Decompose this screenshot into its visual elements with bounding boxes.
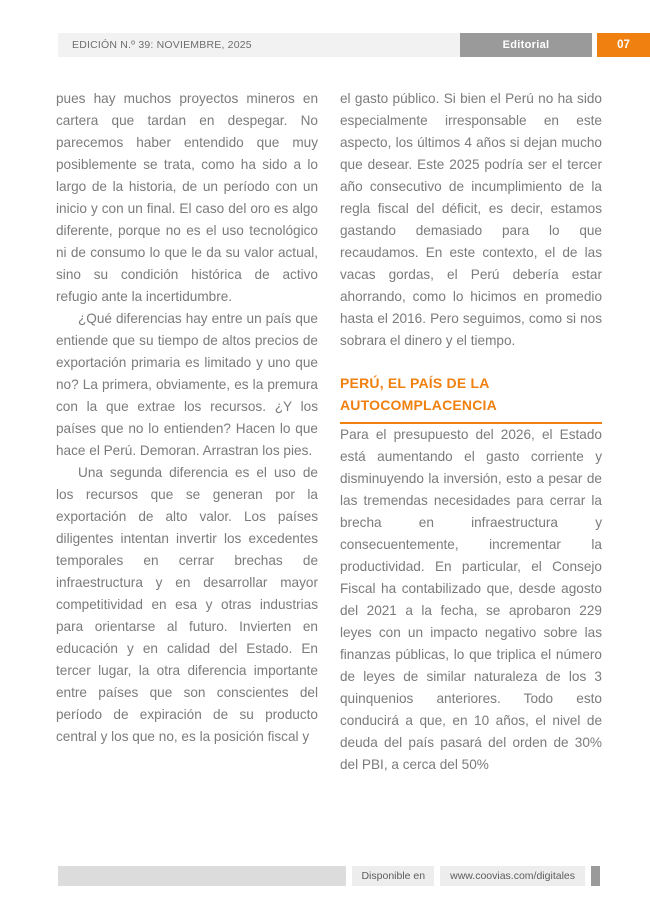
- paragraph: Para el presupuesto del 2026, el Estado está aumentando el gasto corriente y disminuyendo la inversión, esto a pesar de las tremendas necesidades para cerrar la brecha en infraestructura y consecuentemente, incrementar la productividad. En particular, el Consejo Fiscal ha contabilizado que, desde agosto del 2021 a la fecha, se aprobaron 229 leyes con un impacto negativo sobre las finanzas públicas, lo que triplica el número de leyes de similar naturaleza de los 3 quinquenios anteriores. Todo esto conducirá a que, en 10 años, el nivel de deuda del país pasará del orden de 30% del PBI, a cerca del 50%: [340, 427, 602, 772]
- page-number-badge: 07: [597, 33, 650, 57]
- section-heading: PERÚ, EL PAÍS DE LA AUTOCOMPLACENCIA: [340, 372, 602, 424]
- page-footer: [0, 866, 650, 886]
- paragraph: pues hay muchos proyectos mineros en cartera que tardan en despegar. No parecemos haber entendido que muy posiblemente se trata, como ha sido a lo largo de la historia, de un período con un inicio y con un final. El caso del oro es algo diferente, porque no es el uso tecnológico ni de consumo lo que le da su valor actual, sino su condición histórica de activo refugio ante la incertidumbre.: [56, 91, 318, 304]
- section-badge: Editorial: [460, 33, 592, 57]
- footer-availability-label: Disponible en: [352, 866, 434, 886]
- paragraph: Una segunda diferencia es el uso de los recursos que se generan por la exportación de alto valor. Los países diligentes intentan invertir los excedentes temporales en cerrar brechas de infraestructura y en desarrollar mayor competitividad en esa y otras industrias para orientarse al futuro. Invierten en educación y en calidad del Estado. En tercer lugar, la otra diferencia importante entre países que son conscientes del período de expiración de su producto central y los que no, es la posición fiscal y: [56, 465, 318, 744]
- footer-right-margin: [600, 866, 650, 886]
- footer-left-margin: [0, 866, 58, 886]
- header-left-margin: [0, 33, 58, 57]
- article-body: [56, 88, 602, 836]
- footer-rule-bar: [58, 866, 346, 886]
- page-header: [0, 33, 650, 57]
- footer-website-url[interactable]: www.coovias.com/digitales: [440, 866, 585, 886]
- paragraph: el gasto público. Si bien el Perú no ha sido especialmente irresponsable en este aspecto, los últimos 4 años si dejan mucho que desear. Este 2025 podría ser el tercer año consecutivo de incumplimiento de la regla fiscal del déficit, es decir, estamos gastando demasiado para lo que recaudamos. En este contexto, el de las vacas gordas, el Perú debería estar ahorrando, como lo hicimos en promedio hasta el 2016. Pero seguimos, como si nos sobrara el dinero y el tiempo.: [340, 91, 602, 348]
- edition-label: EDICIÓN N.º 39: NOVIEMBRE, 2025: [58, 33, 460, 57]
- left-column: [56, 88, 318, 836]
- footer-end-mark: [591, 866, 600, 886]
- right-column: [340, 88, 602, 836]
- paragraph: ¿Qué diferencias hay entre un país que entiende que su tiempo de altos precios de exportación primaria es limitado y uno que no? La primera, obviamente, es la premura con la que extrae los recursos. ¿Y los países que no lo entienden? Hacen lo que hace el Perú. Demoran. Arrastran los pies.: [56, 311, 318, 458]
